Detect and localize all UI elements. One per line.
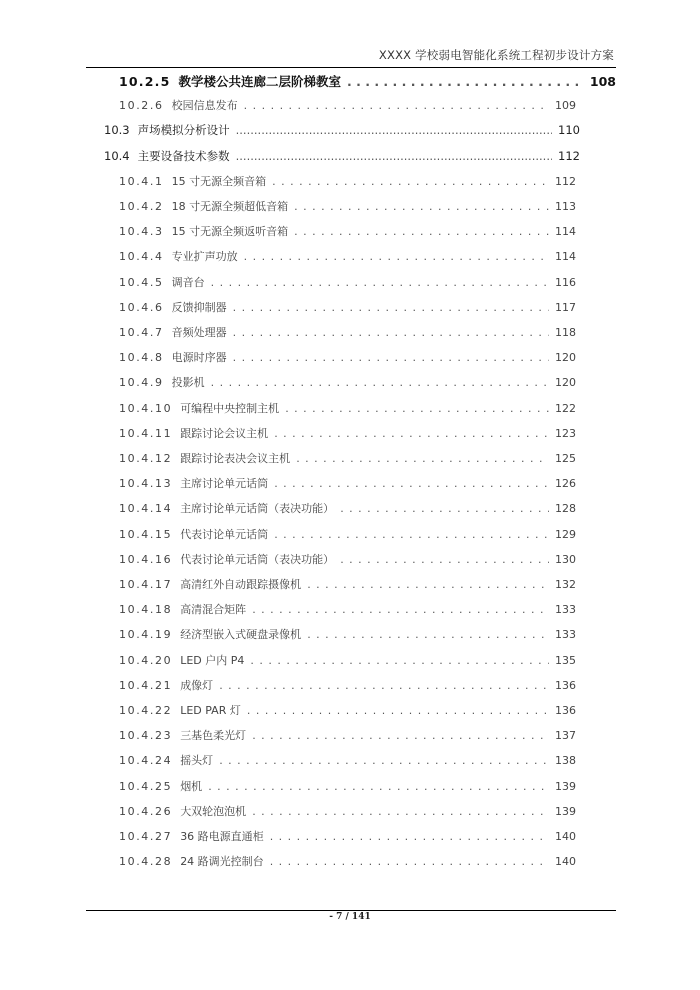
toc-entry[interactable]: [119, 248, 576, 264]
toc-leader-dots: [219, 679, 549, 692]
toc-entry-title: 专业扩声功放: [171, 250, 238, 264]
toc-leader-dots: [340, 553, 549, 566]
toc-leader-dots: [274, 427, 549, 440]
toc-entry-number: 10.4.3: [119, 225, 164, 239]
toc-entry-title: LED 户内 P4: [180, 653, 245, 667]
toc-entry-page: 117: [555, 300, 576, 314]
toc-leader-dots: [274, 477, 549, 490]
toc-entry[interactable]: [119, 727, 576, 743]
toc-entry-number: 10.4.20: [119, 653, 173, 667]
toc-leader-dots: [294, 200, 549, 213]
toc-entry-page: 122: [555, 401, 576, 415]
toc-entry[interactable]: [119, 400, 576, 416]
toc-leader-dots: [211, 276, 549, 289]
toc-entry[interactable]: [119, 324, 576, 340]
toc-leader-dots: [307, 628, 549, 641]
toc-leader-dots: [270, 855, 549, 868]
toc-leader-dots: [233, 301, 549, 314]
toc-entry-title: 高清红外自动跟踪摄像机: [180, 578, 302, 591]
toc-entry[interactable]: [119, 374, 576, 390]
toc-entry[interactable]: [119, 198, 576, 214]
toc-leader-dots: [294, 225, 549, 238]
toc-entry-number: 10.4.12: [119, 452, 173, 465]
toc-leader-dots: [233, 351, 549, 364]
toc-entry-page: 139: [555, 779, 576, 793]
toc-leader-dots: [252, 729, 549, 742]
toc-entry-number: 10.4.6: [119, 300, 164, 314]
toc-entry-number: 10.4.17: [119, 578, 173, 591]
toc-entry-title: 调音台: [171, 275, 205, 289]
toc-entry-title: 36 路电源直通柜: [180, 830, 264, 843]
toc-entry[interactable]: [119, 551, 576, 567]
toc-entry[interactable]: [119, 526, 576, 542]
toc-entry-page: 114: [555, 250, 576, 264]
toc-entry-page: 108: [589, 74, 616, 89]
toc-entry-number: 10.4.18: [119, 603, 173, 617]
toc-entry-page: 129: [555, 527, 576, 541]
toc-entry-title: 代表讨论单元话筒: [180, 527, 269, 541]
toc-entry-title: 主要设备技术参数: [137, 148, 230, 163]
toc-entry[interactable]: [119, 223, 576, 239]
toc-entry-page: 112: [555, 174, 576, 188]
toc-leader-dots: [208, 780, 549, 793]
toc-entry-number: 10.4: [104, 148, 130, 163]
toc-leader-dots: [236, 123, 552, 137]
toc-entry-page: 137: [555, 729, 576, 743]
running-header: XXXX 学校弱电智能化系统工程初步设计方案: [378, 48, 614, 62]
toc-entry-title: 声场模拟分析设计: [137, 123, 230, 138]
toc-entry[interactable]: [119, 677, 576, 693]
toc-leader-dots: [244, 99, 549, 112]
toc-entry-title: 大双轮泡泡机: [180, 804, 247, 818]
toc-entry-title: 三基色柔光灯: [180, 729, 247, 743]
toc-entry-page: 109: [555, 99, 576, 113]
toc-entry-page: 130: [555, 552, 576, 566]
toc-entry-number: 10.4.5: [119, 275, 164, 289]
toc-entry[interactable]: [119, 828, 576, 844]
toc-entry[interactable]: [119, 778, 576, 794]
toc-entry-title: 投影机: [171, 376, 205, 390]
toc-entry-page: 123: [555, 426, 576, 440]
toc-leader-dots: [236, 149, 552, 163]
toc-entry[interactable]: [119, 576, 576, 592]
header-rule: [86, 67, 616, 68]
toc-entry-number: 10.4.7: [119, 326, 164, 339]
toc-entry-number: 10.4.11: [119, 426, 173, 440]
toc-entry[interactable]: [104, 122, 580, 138]
toc-entry-title: 主席讨论单元话筒（表决功能）: [180, 502, 335, 516]
toc-entry-title: 15 寸无源全频音箱: [171, 174, 267, 188]
toc-entry-page: 133: [555, 603, 576, 617]
toc-entry[interactable]: [104, 148, 580, 164]
toc-entry-page: 140: [555, 855, 576, 869]
page-number: - 7 / 141: [329, 912, 371, 922]
toc-entry-title: 校园信息发布: [171, 99, 238, 113]
toc-entry-title: 可编程中央控制主机: [180, 401, 280, 415]
toc-entry[interactable]: [119, 475, 576, 491]
toc-entry[interactable]: [119, 652, 576, 668]
toc-leader-dots: [270, 830, 549, 843]
toc-entry[interactable]: [119, 349, 576, 365]
toc-entry-number: 10.4.21: [119, 678, 173, 692]
toc-entry[interactable]: [119, 97, 576, 113]
toc-leader-dots: [219, 754, 549, 767]
toc-entry-number: 10.3: [104, 123, 130, 138]
toc-entry[interactable]: [119, 803, 576, 819]
toc-leader-dots: [340, 502, 549, 515]
toc-entry-title: 跟踪讨论会议主机: [180, 426, 269, 440]
toc-entry-number: 10.4.16: [119, 552, 173, 566]
toc-entry-page: 133: [555, 628, 576, 642]
toc-entry-number: 10.4.1: [119, 174, 164, 188]
toc-entry-page: 135: [555, 653, 576, 667]
toc-entry[interactable]: [119, 299, 576, 315]
toc-leader-dots: [272, 175, 549, 188]
toc-entry-title: 24 路调光控制台: [180, 855, 264, 869]
toc-entry-number: 10.4.22: [119, 704, 173, 717]
toc-entry[interactable]: [119, 752, 576, 768]
toc-entry-page: 139: [555, 804, 576, 818]
toc-leader-dots: [233, 326, 549, 339]
toc-entry[interactable]: [119, 72, 616, 90]
toc-leader-dots: [307, 578, 549, 591]
toc-entry-title: 跟踪讨论表决会议主机: [180, 452, 291, 465]
toc-entry[interactable]: [119, 425, 576, 441]
toc-entry[interactable]: [119, 702, 576, 718]
toc-entry-page: 136: [555, 678, 576, 692]
toc-entry-title: 主席讨论单元话筒: [180, 477, 269, 491]
toc-entry-page: 125: [555, 452, 576, 465]
toc-entry-page: 120: [555, 376, 576, 390]
toc-entry-title: 18 寸无源全频超低音箱: [171, 200, 289, 213]
toc-leader-dots: [252, 603, 549, 616]
toc-entry-title: 15 寸无源全频返听音箱: [171, 225, 289, 239]
toc-leader-dots: [247, 704, 549, 717]
toc-entry-number: 10.4.23: [119, 729, 173, 743]
toc-entry[interactable]: [119, 500, 576, 516]
toc-entry-number: 10.4.24: [119, 754, 173, 768]
toc-entry-page: 120: [555, 351, 576, 365]
toc-entry[interactable]: [119, 853, 576, 869]
toc-entry-page: 116: [555, 275, 576, 289]
toc-entry-number: 10.4.28: [119, 855, 173, 869]
footer-rule: [86, 910, 616, 911]
toc-entry-number: 10.4.25: [119, 779, 173, 793]
toc-entry-title: 音频处理器: [171, 326, 227, 339]
toc-entry-title: LED PAR 灯: [180, 704, 241, 717]
toc-entry-page: 132: [555, 578, 576, 591]
toc-entry[interactable]: [119, 450, 576, 466]
toc-entry-title: 教学楼公共连廊二层阶梯教室: [178, 74, 342, 89]
toc-entry-page: 126: [555, 477, 576, 491]
toc-entry-page: 118: [555, 326, 576, 339]
toc-entry-title: 高清混合矩阵: [180, 603, 247, 617]
toc-entry-title: 烟机: [180, 779, 203, 793]
toc-entry-title: 电源时序器: [171, 351, 227, 365]
toc-leader-dots: [296, 452, 549, 465]
toc-leader-dots: [347, 74, 584, 89]
toc-entry-title: 摇头灯: [180, 754, 214, 768]
toc-entry-title: 反馈抑制器: [171, 300, 227, 314]
toc-entry-number: 10.2.6: [119, 99, 164, 113]
toc-entry-number: 10.4.15: [119, 527, 173, 541]
toc-entry-number: 10.4.9: [119, 376, 164, 390]
toc-entry-page: 140: [555, 830, 576, 843]
toc-leader-dots: [250, 654, 549, 667]
toc-entry[interactable]: [119, 601, 576, 617]
toc-entry-number: 10.4.8: [119, 351, 164, 365]
toc-entry-page: 138: [555, 754, 576, 768]
toc-entry-number: 10.4.13: [119, 477, 173, 491]
toc-entry-number: 10.4.26: [119, 804, 173, 818]
toc-entry[interactable]: [119, 274, 576, 290]
toc-entry[interactable]: [119, 173, 576, 189]
toc-entry-title: 代表讨论单元话筒（表决功能）: [180, 552, 335, 566]
toc-leader-dots: [211, 376, 549, 389]
toc-leader-dots: [285, 402, 549, 415]
toc-entry-page: 128: [555, 502, 576, 516]
toc-entry-number: 10.2.5: [119, 74, 171, 89]
toc-entry-page: 110: [558, 123, 580, 138]
toc-entry-number: 10.4.19: [119, 628, 173, 642]
toc-leader-dots: [274, 528, 549, 541]
toc-entry-title: 经济型嵌入式硬盘录像机: [180, 628, 302, 642]
toc-entry-page: 112: [558, 148, 580, 163]
toc-leader-dots: [252, 805, 549, 818]
toc-entry-page: 136: [555, 704, 576, 717]
toc-leader-dots: [244, 250, 549, 263]
toc-entry-number: 10.4.2: [119, 200, 164, 213]
toc-entry[interactable]: [119, 626, 576, 642]
toc-entry-number: 10.4.27: [119, 830, 173, 843]
toc-entry-page: 114: [555, 225, 576, 239]
toc-entry-number: 10.4.4: [119, 250, 164, 264]
toc-entry-number: 10.4.10: [119, 401, 173, 415]
toc-entry-page: 113: [555, 200, 576, 213]
toc-entry-title: 成像灯: [180, 678, 214, 692]
toc-entry-number: 10.4.14: [119, 502, 173, 516]
